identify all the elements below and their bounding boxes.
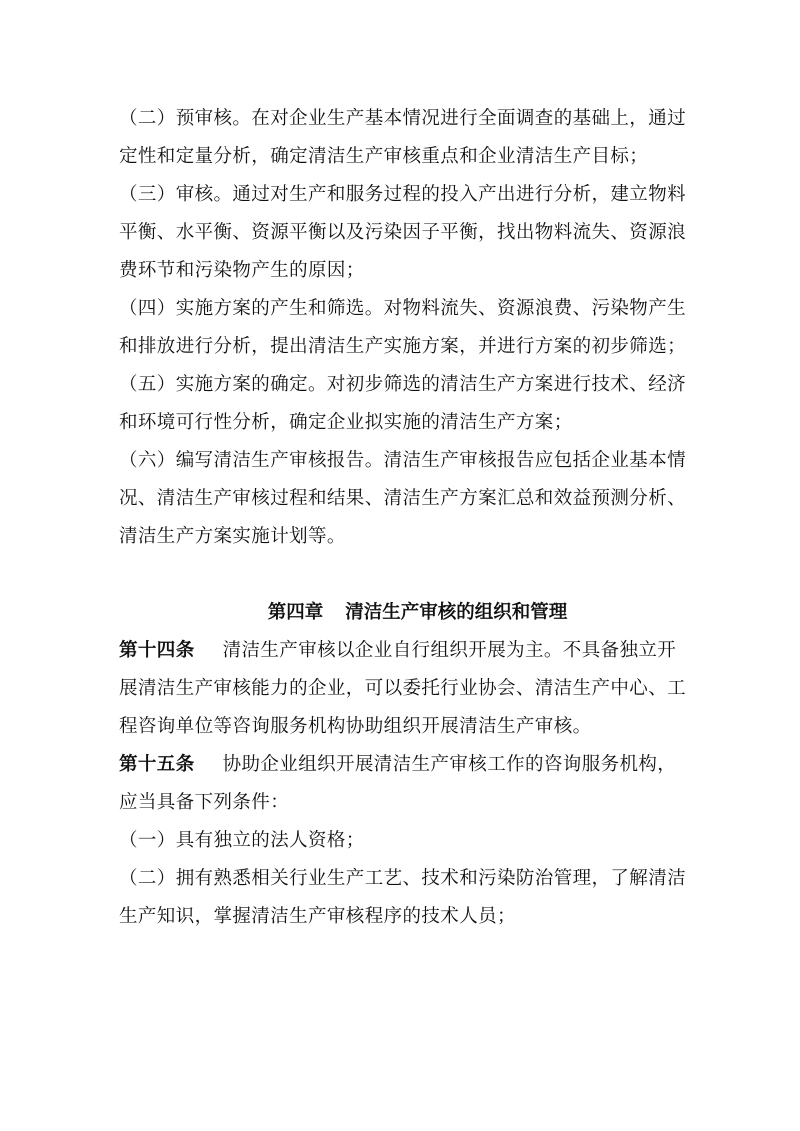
condition-item: 生产知识，掌握清洁生产审核程序的技术人员；	[119, 906, 516, 927]
text-line: （二）预审核。在对企业生产基本情况进行全面调查的基础上，通过	[119, 108, 687, 129]
text-line: （四）实施方案的产生和筛选。对物料流失、资源浪费、污染物产生	[119, 298, 687, 319]
article-14-line	[119, 632, 694, 670]
chapter-heading	[119, 594, 694, 632]
article-15-label: 第十五条	[119, 754, 195, 775]
text-line: 和环境可行性分析，确定企业拟实施的清洁生产方案；	[119, 412, 573, 433]
document-page	[119, 100, 694, 936]
text-line: 平衡、水平衡、资源平衡以及污染因子平衡，找出物料流失、资源浪	[119, 222, 687, 243]
text-line: （三）审核。通过对生产和服务过程的投入产出进行分析，建立物料	[119, 184, 687, 205]
condition-item: （一）具有独立的法人资格；	[119, 830, 365, 851]
text-line: 展清洁生产审核能力的企业，可以委托行业协会、清洁生产中心、工	[119, 678, 687, 699]
chapter-title: 清洁生产审核的组织和管理	[345, 602, 568, 623]
blank-line	[119, 556, 694, 594]
chapter-number: 第四章	[267, 602, 324, 623]
text-line: 费环节和污染物产生的原因；	[119, 260, 365, 281]
text-line: 应当具备下列条件：	[119, 792, 290, 813]
article-14-label: 第十四条	[119, 640, 195, 661]
text-line: （五）实施方案的确定。对初步筛选的清洁生产方案进行技术、经济	[119, 374, 687, 395]
text-line: 和排放进行分析，提出清洁生产实施方案，并进行方案的初步筛选；	[119, 336, 687, 357]
text-line: 清洁生产方案实施计划等。	[119, 526, 346, 547]
article-15-text: 协助企业组织开展清洁生产审核工作的咨询服务机构，	[222, 754, 677, 775]
text-line: 程咨询单位等咨询服务机构协助组织开展清洁生产审核。	[119, 716, 592, 737]
article-14-text: 清洁生产审核以企业自行组织开展为主。不具备独立开	[222, 640, 677, 661]
article-15-line	[119, 746, 694, 784]
text-line: （六）编写清洁生产审核报告。清洁生产审核报告应包括企业基本情	[119, 450, 687, 471]
condition-item: （二）拥有熟悉相关行业生产工艺、技术和污染防治管理，了解清洁	[119, 868, 687, 889]
text-line: 况、清洁生产审核过程和结果、清洁生产方案汇总和效益预测分析、	[119, 488, 687, 509]
text-line: 定性和定量分析，确定清洁生产审核重点和企业清洁生产目标；	[119, 146, 649, 167]
